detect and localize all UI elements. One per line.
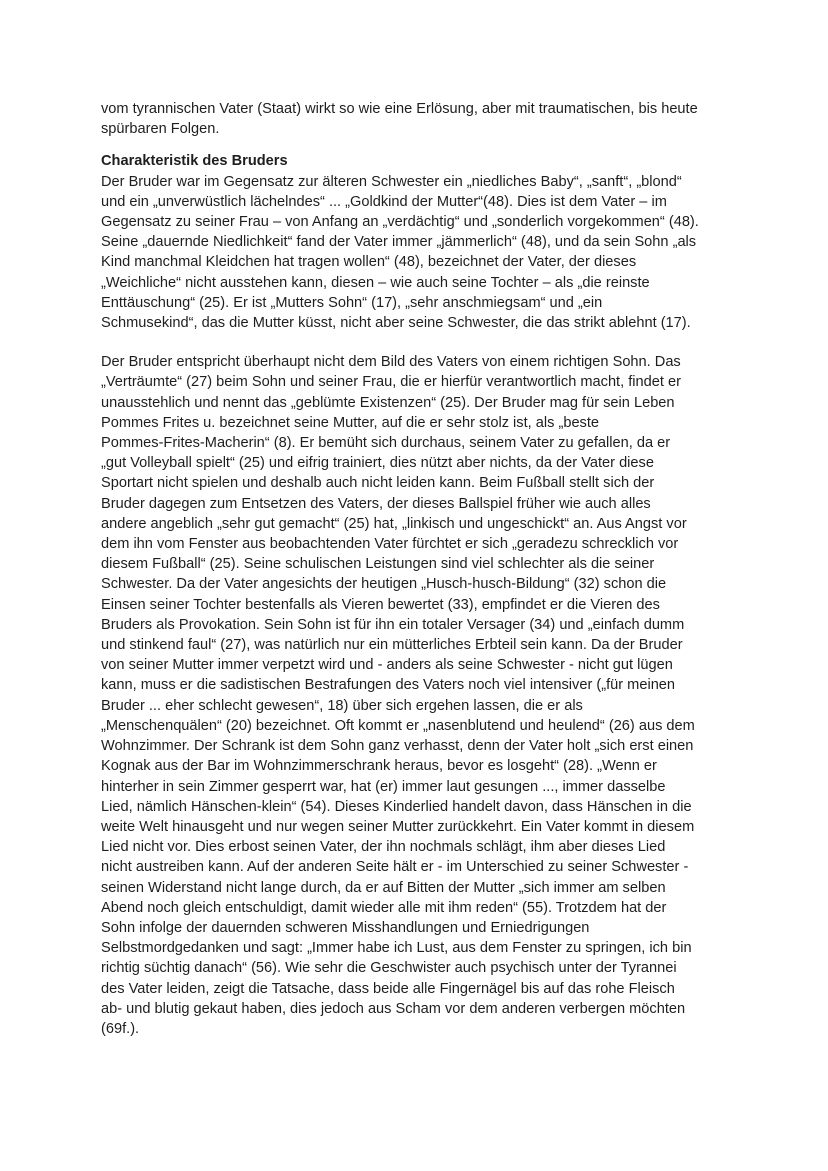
- text-line: Kind manchmal Kleidchen hat tragen wollen“ (48), bezeichnet der Vater, der dieses: [101, 254, 637, 271]
- text-line: „Weichliche“ nicht ausstehen kann, diesen – wie auch seine Tochter – als „die reinste: [101, 274, 650, 291]
- text-line: andere angeblich „sehr gut gemacht“ (25) hat, „linkisch und ungeschickt“ an. Aus Angst vor: [101, 515, 687, 532]
- text-line: vom tyrannischen Vater (Staat) wirkt so wie eine Erlösung, aber mit traumatischen, bis heute: [101, 101, 698, 117]
- paragraph-1: [101, 172, 741, 334]
- text-line: Seine „dauernde Niedlichkeit“ fand der Vater immer „jämmerlich“ (48), und da sein Sohn „als: [101, 234, 697, 251]
- text-line: Einsen seiner Tochter bestenfalls als Vieren bewertet (33), empfindet er die Vieren des: [101, 596, 660, 613]
- document-page: [101, 99, 741, 1039]
- text-line: richtig süchtig danach“ (56). Wie sehr die Geschwister auch psychisch unter der Tyrannei: [101, 960, 677, 977]
- text-line: Der Bruder war im Gegensatz zur älteren Schwester ein „niedliches Baby“, „sanft“, „blond“: [101, 173, 682, 190]
- text-line: diesem Fußball“ (25). Seine schulischen Leistungen sind viel schlechter als die seiner: [101, 556, 655, 573]
- text-line: „gut Volleyball spielt“ (25) und eifrig trainiert, dies nützt aber nichts, da der Vater diese: [101, 455, 654, 472]
- text-line: Sohn infolge der dauernden schweren Misshandlungen und Erniedrigungen: [101, 919, 590, 936]
- text-line: Bruders als Provokation. Sein Sohn ist für ihn ein totaler Versager (34) und „einfach dumm: [101, 616, 685, 633]
- text-line: weite Welt hinausgeht und nur wegen seiner Mutter zurückkehrt. Ein Vater kommt in diesem: [101, 818, 695, 835]
- text-line: von seiner Mutter immer verpetzt wird und - anders als seine Schwester - nicht gut lügen: [101, 657, 673, 674]
- text-line: Lied, nämlich Hänschen-klein“ (54). Dieses Kinderlied handelt davon, dass Hänschen in die: [101, 798, 692, 815]
- text-line: dem ihn vom Fenster aus beobachtenden Vater fürchtet er sich „geradezu schrecklich vor: [101, 536, 679, 553]
- text-line: seinen Widerstand nicht lange durch, da er auf Bitten der Mutter „sich immer am selben: [101, 879, 666, 896]
- text-line: spürbaren Folgen.: [101, 121, 220, 138]
- text-line: (69f.).: [101, 1020, 140, 1037]
- text-line: Enttäuschung“ (25). Er ist „Mutters Sohn“ (17), „sehr anschmiegsam“ und „ein: [101, 294, 603, 311]
- text-line: und stinkend faul“ (27), was natürlich nur ein mütterliches Erbteil sein kann. Da der Bruder: [101, 637, 683, 654]
- text-line: Lied nicht vor. Dies erbost seinen Vater, der ihn nochmals schlägt, ihm aber dieses Lied: [101, 839, 666, 856]
- text-line: Der Bruder entspricht überhaupt nicht dem Bild des Vaters von einem richtigen Sohn. Das: [101, 354, 681, 371]
- spacer: [101, 139, 741, 151]
- text-line: Wohnzimmer. Der Schrank ist dem Sohn ganz verhasst, denn der Vater holt „sich erst einen: [101, 738, 694, 755]
- text-line: hinterher in sein Zimmer gesperrt war, hat (er) immer laut gesungen ..., immer dasselbe: [101, 778, 666, 795]
- text-line: Bruder dagegen zum Entsetzen des Vaters, der dieses Ballspiel früher wie auch alles: [101, 495, 651, 512]
- text-line: „Verträumte“ (27) beim Sohn und seiner Frau, die er hierfür verantwortlich macht, findet er: [101, 374, 681, 391]
- spacer: [101, 333, 741, 352]
- text-line: Gegensatz zu seiner Frau – von Anfang an „verdächtig“ und „sonderlich vorgekommen“ (48).: [101, 214, 699, 231]
- text-line: Pommes-Frites-Macherin“ (8). Er bemüht sich durchaus, seinem Vater zu gefallen, da er: [101, 435, 671, 452]
- text-line: Bruder ... eher schlecht gewesen“, 18) über sich ergehen lassen, die er als: [101, 697, 583, 714]
- text-line: ab- und blutig gekaut haben, dies jedoch aus Scham vor dem anderen verbergen möchten: [101, 1000, 686, 1017]
- text-line: Schwester. Da der Vater angesichts der heutigen „Husch-husch-Bildung“ (32) schon die: [101, 576, 667, 593]
- paragraph-2: [101, 352, 741, 1039]
- text-line: Schmusekind“, das die Mutter küsst, nicht aber seine Schwester, die das strikt ablehnt (17).: [101, 315, 691, 332]
- text-line: Sportart nicht spielen und deshalb auch nicht leiden kann. Beim Fußball stellt sich der: [101, 475, 655, 492]
- intro-paragraph: [101, 99, 741, 139]
- text-line: Selbstmordgedanken und sagt: „Immer habe ich Lust, aus dem Fenster zu springen, ich bin: [101, 940, 692, 957]
- text-line: Abend noch gleich entschuldigt, damit wieder alle mit ihm reden“ (55). Trotzdem hat der: [101, 899, 667, 916]
- text-line: und ein „unverwüstlich lächelndes“ ... „Goldkind der Mutter“(48). Dies ist dem Vater – im: [101, 193, 667, 210]
- text-line: Pommes Frites u. bezeichnet seine Mutter, auf die er sehr stolz ist, als „beste: [101, 414, 600, 431]
- text-line: Kognak aus der Bar im Wohnzimmerschrank heraus, bevor es losgeht“ (28). „Wenn er: [101, 758, 657, 775]
- text-line: „Menschenquälen“ (20) bezeichnet. Oft kommt er „nasenblutend und heulend“ (26) aus dem: [101, 717, 695, 734]
- text-line: kann, muss er die sadistischen Bestrafungen des Vaters noch viel intensiver („für meinen: [101, 677, 676, 694]
- text-line: nicht austreiben kann. Auf der anderen Seite hält er - im Unterschied zu seiner Schwester -: [101, 859, 689, 876]
- text-line: des Vater leiden, zeigt die Tatsache, dass beide alle Fingernägel bis auf das rohe Fleisch: [101, 980, 675, 997]
- section-heading: Charakteristik des Bruders: [101, 153, 288, 170]
- text-line: unausstehlich und nennt das „geblümte Existenzen“ (25). Der Bruder mag für sein Leben: [101, 394, 675, 411]
